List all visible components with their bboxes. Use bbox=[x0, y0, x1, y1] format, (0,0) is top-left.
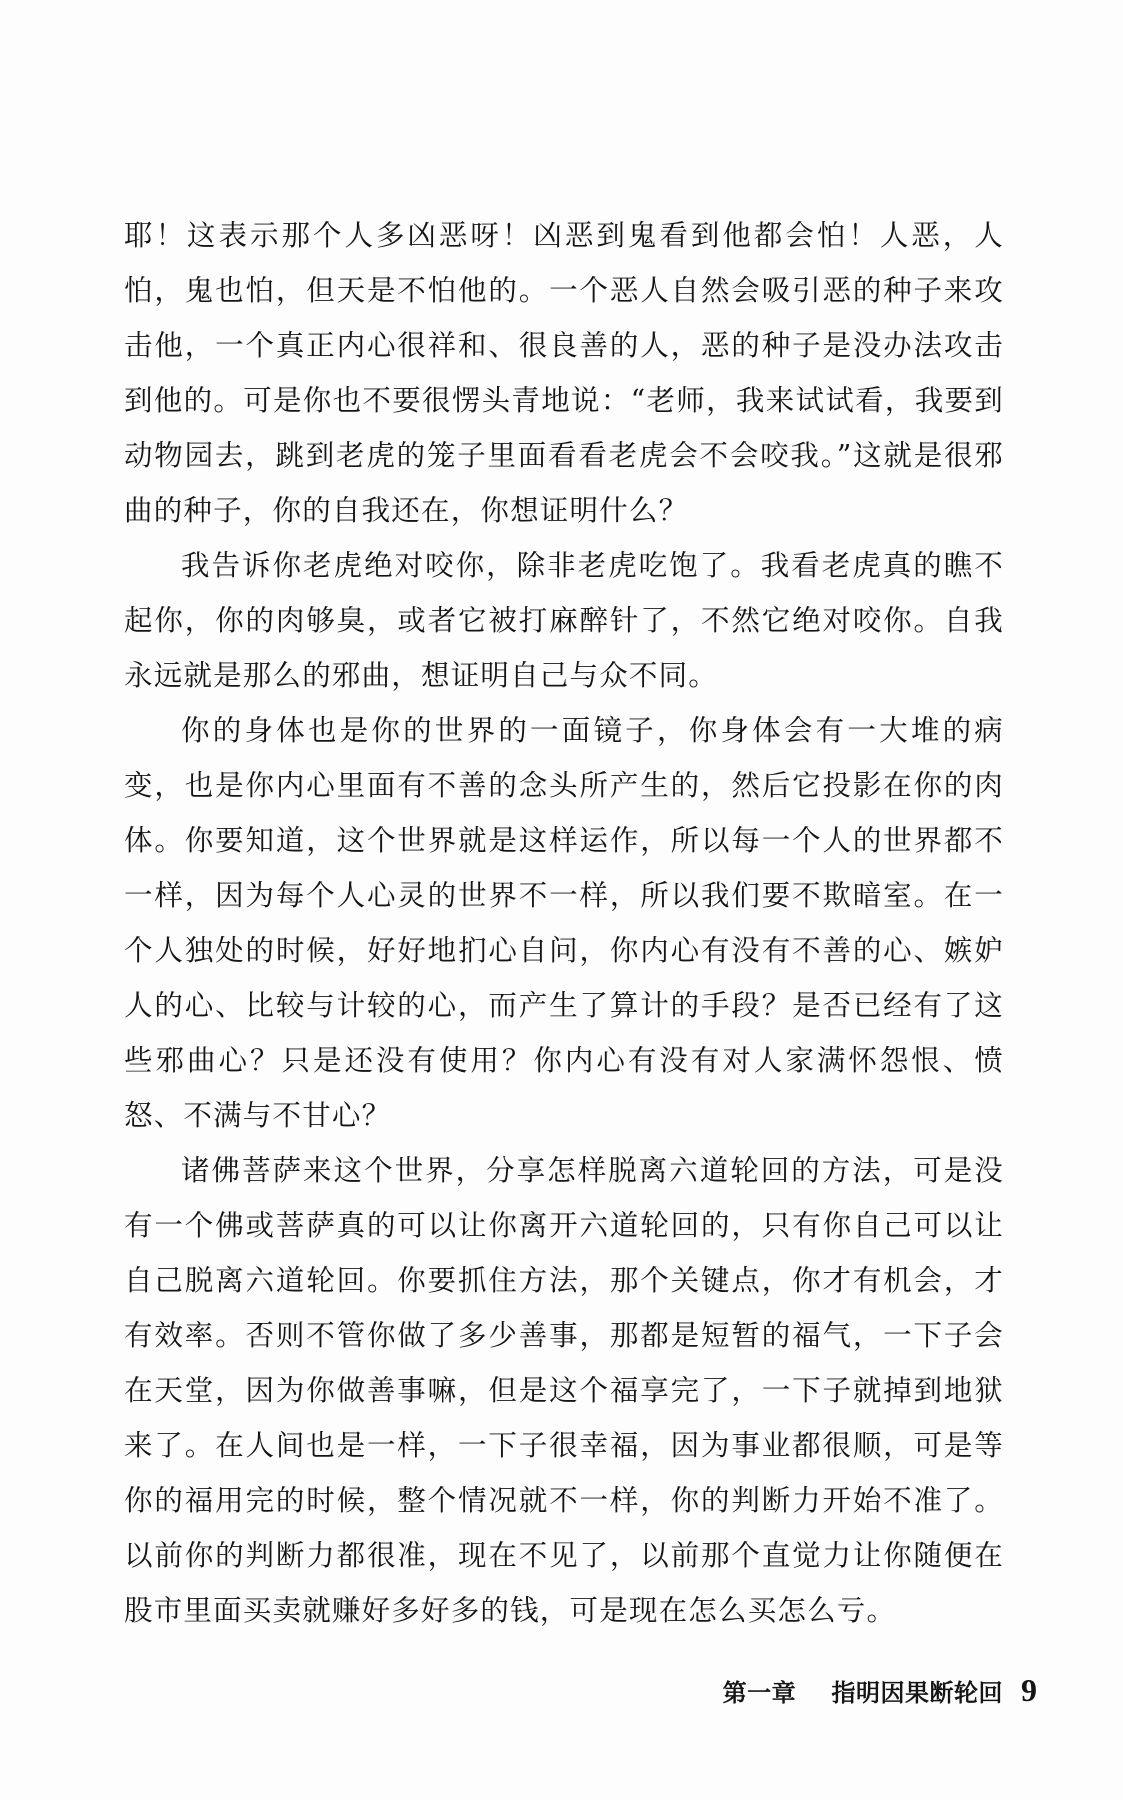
paragraph-1: 耶！这表示那个人多凶恶呀！凶恶到鬼看到他都会怕！人恶，人怕，鬼也怕，但天是不怕他的。一个恶人自然会吸引恶的种子来攻击他，一个真正内心很祥和、很良善的人，恶的种子是没办法攻击到他的。可是你也不要很愣头青地说：“老师，我来试试看，我要到动物园去，跳到老虎的笼子里面看看老虎会不会咬我。”这就是很邪曲的种子，你的自我还在，你想证明什么？ bbox=[124, 219, 1004, 527]
chapter-title: 第一章 指明因果断轮回 bbox=[722, 1679, 1003, 1707]
page-footer bbox=[723, 1672, 1037, 1709]
paragraph-3: 你的身体也是你的世界的一面镜子，你身体会有一大堆的病变，也是你内心里面有不善的念头所产生的，然后它投影在你的肉体。你要知道，这个世界就是这样运作，所以每一个人的世界都不一样，因为每个人心灵的世界不一样，所以我们要不欺暗室。在一个人独处的时候，好好地扪心自问，你内心有没有不善的心、嫉妒人的心、比较与计较的心，而产生了算计的手段？是否已经有了这些邪曲心？只是还没有使用？你内心有没有对人家满怀怨恨、愤怒、不满与不甘心？ bbox=[124, 714, 1004, 1132]
paragraph-2: 我告诉你老虎绝对咬你，除非老虎吃饱了。我看老虎真的瞧不起你，你的肉够臭，或者它被打麻醉针了，不然它绝对咬你。自我永远就是那么的邪曲，想证明自己与众不同。 bbox=[124, 549, 1004, 692]
page-number: 9 bbox=[1021, 1672, 1037, 1708]
paragraph-4: 诸佛菩萨来这个世界，分享怎样脱离六道轮回的方法，可是没有一个佛或菩萨真的可以让你离开六道轮回的，只有你自己可以让自己脱离六道轮回。你要抓住方法，那个关键点，你才有机会，才有效率。否则不管你做了多少善事，那都是短暂的福气，一下子会在天堂，因为你做善事嘛，但是这个福享完了，一下子就掉到地狱来了。在人间也是一样，一下子很幸福，因为事业都很顺，可是等你的福用完的时候，整个情况就不一样，你的判断力开始不准了。以前你的判断力都很准，现在不见了，以前那个直觉力让你随便在股市里面买卖就赚好多好多的钱，可是现在怎么买怎么亏。 bbox=[124, 1154, 1004, 1627]
body-text bbox=[124, 208, 1004, 1638]
